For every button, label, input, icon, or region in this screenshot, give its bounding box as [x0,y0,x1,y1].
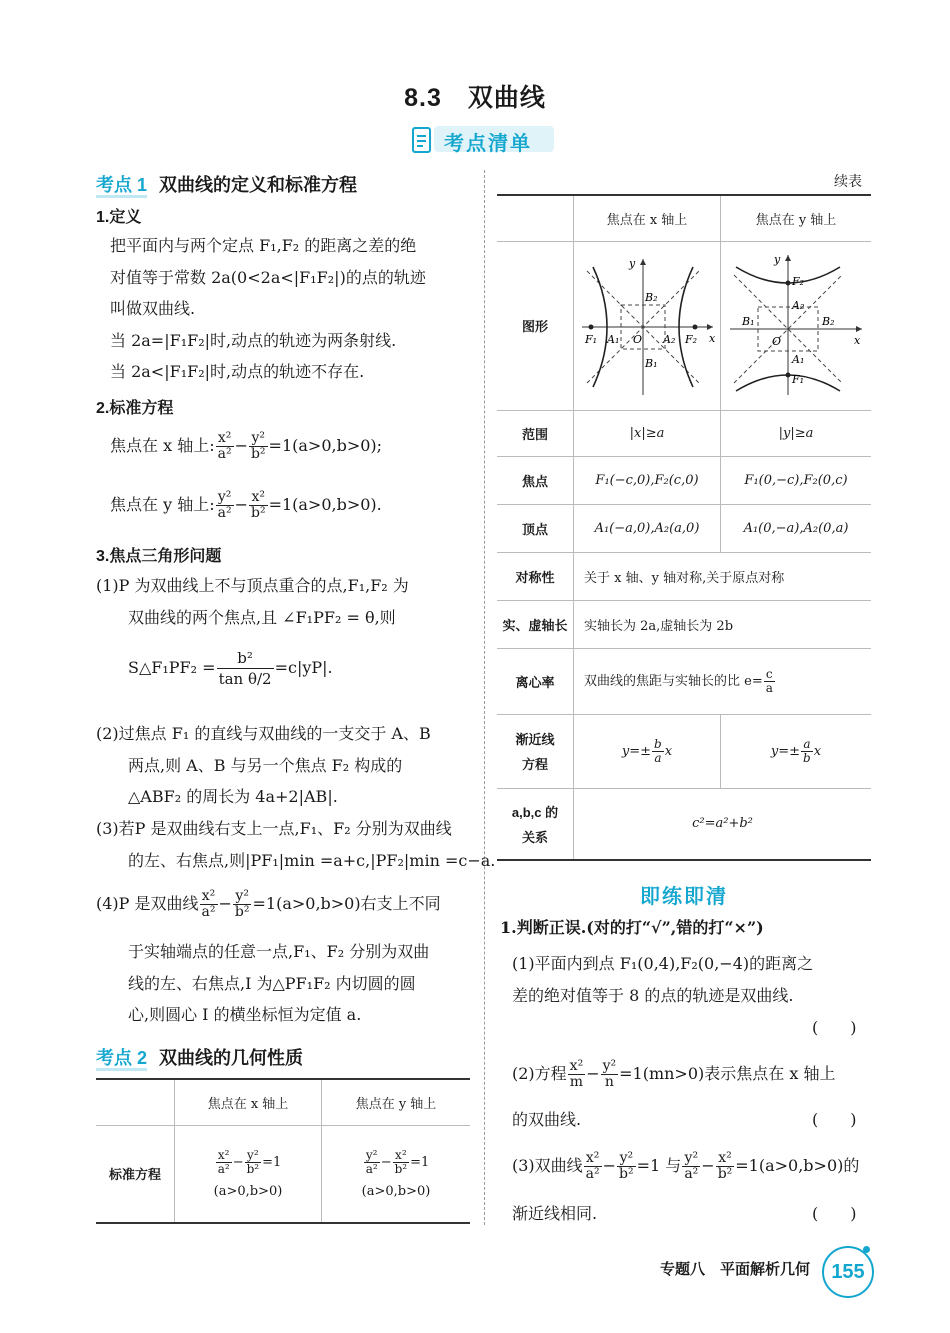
svg-text:y: y [774,252,781,266]
axis-value: 实轴长为 2a,虚轴长为 2b [574,600,872,648]
svg-text:y: y [629,256,636,270]
row-asymptote-label: 渐近线 方程 [497,714,574,788]
std-equation-y: $\frac{\text{y²}}{\text{a²}}$ − $\frac{\text{x²}}{\text{b²}}$ =1 (a>0,b>0) [322,1125,471,1223]
row-eccentricity-label: 离心率 [497,648,574,714]
svg-text:F₁: F₁ [585,332,598,346]
svg-text:O: O [633,332,643,346]
range-x-value: |x|≥a [574,410,721,456]
statement-2: 的双曲线. [512,1110,582,1129]
footer-section: 专题八 平面解析几何 [660,1261,811,1278]
row-vertex-label: 顶点 [497,504,574,552]
item-2-line: 两点,则 A、B 与另一个焦点 F₂ 构成的 [128,756,403,775]
checklist-icon [410,124,434,156]
figure-y-axis [721,241,872,410]
definition-line: 叫做双曲线. [110,299,196,318]
definition-line: 当 2a<|F₁F₂|时,动点的轨迹不存在. [110,362,365,381]
svg-text:A₂: A₂ [663,332,676,346]
row-range-label: 范围 [497,410,574,456]
col-header-x: 焦点在 x 轴上 [574,195,721,241]
svg-text:A₁: A₁ [792,352,805,366]
section-1-title: 双曲线的定义和标准方程 [159,175,358,195]
row-relation-label: a,b,c 的 关系 [497,788,574,860]
hyperbola-x-graph [577,249,717,399]
svg-text:O: O [772,334,782,348]
svg-text:F₂: F₂ [792,274,805,288]
item-4-line: 心,则圆心 I 的横坐标恒为定值 a. [128,1005,362,1024]
answer-blank-3[interactable]: ( ) [812,1204,857,1223]
page-number: 155 [822,1246,874,1298]
svg-text:F₁: F₁ [792,372,805,386]
range-y-value: |y|≥a [721,410,872,456]
table-continued-label: 续表 [834,174,862,190]
statement-1: 差的绝对值等于 8 的点的轨迹是双曲线. [512,986,794,1005]
row-focus-label: 焦点 [497,456,574,504]
col-header-y: 焦点在 y 轴上 [322,1079,471,1125]
banner-label: 考点清单 [444,133,532,155]
statement-1: (1)平面内到点 F₁(0,4),F₂(0,−4)的距离之 [512,954,814,973]
item-3-line: 的左、右焦点,则|PF₁|min =a+c,|PF₂|min =c−a. [128,851,496,870]
answer-blank-2[interactable]: ( ) [812,1110,857,1129]
row-symmetry-label: 对称性 [497,552,574,600]
definition-line: 对值等于常数 2a(0<2a<|F₁F₂|)的点的轨迹 [110,268,426,287]
item-1-formula: S△F₁PF₂ = $\frac{\text{b²}}{\text{tan θ/2}}$ =c|yP|. [128,649,333,688]
page-dot-icon [863,1246,870,1253]
col-header-x: 焦点在 x 轴上 [175,1079,322,1125]
item-4-line: (4)P 是双曲线 $\frac{\text{x²}}{\text{a²}}$ − $\frac{\text{y²}}{\text{b²}}$ =1(a>0,b>0)右支上不同 [96,888,441,920]
equation-y-axis: 焦点在 y 轴上: $\frac{\text{y²}}{\text{a²}}$ − $\frac{\text{x²}}{\text{b²}}$ =1(a>0,b>0). [110,489,382,521]
asymptote-x-value: y=± $\frac{b}{a}$ x [574,714,721,788]
question-1: 1.判断正误.(对的打“√”,错的打“×”) [500,918,764,937]
item-4-line: 于实轴端点的任意一点,F₁、F₂ 分别为双曲 [128,942,430,961]
vertex-y-value: A₁(0,−a),A₂(0,a) [721,504,872,552]
equation-x-axis: 焦点在 x 轴上: $\frac{\text{x²}}{\text{a²}}$ − $\frac{\text{y²}}{\text{b²}}$ =1(a>0,b>0); [110,430,383,462]
definition-line: 当 2a=|F₁F₂|时,动点的轨迹为两条射线. [110,331,397,350]
section-2-title: 双曲线的几何性质 [159,1048,304,1068]
section-1-tag: 考点 1 [96,175,147,198]
drill-title: 即练即清 [640,886,728,908]
page-title: 8.3 双曲线 [404,84,546,112]
section-2-tag: 考点 2 [96,1048,147,1071]
svg-text:B₁: B₁ [742,314,755,328]
row-std-label: 标准方程 [96,1125,175,1223]
svg-text:B₁: B₁ [645,356,658,370]
svg-text:A₁: A₁ [607,332,620,346]
equation-title: 2.标准方程 [96,400,174,417]
statement-3: (3)双曲线 $\frac{\text{x²}}{\text{a²}}$ − $\frac{\text{y²}}{\text{b²}}$ =1 与 $\frac{\text{y²}}{\text{a²}}$ − $\frac{\text{x²}}{\text{b²}}$ =1(a>0,b>0)的 [512,1150,860,1182]
statement-2: (2)方程 $\frac{\text{x²}}{m}$ − $\frac{\text{y²}}{n}$ =1(mn>0)表示焦点在 x 轴上 [512,1058,836,1090]
std-equation-x: $\frac{\text{x²}}{\text{a²}}$ − $\frac{\text{y²}}{\text{b²}}$ =1 (a>0,b>0) [175,1125,322,1223]
triangle-title: 3.焦点三角形问题 [96,548,222,565]
relation-value: c²=a²+b² [574,788,872,860]
definition-line: 把平面内与两个定点 F₁,F₂ 的距离之差的绝 [110,236,417,255]
item-1-line: (1)P 为双曲线上不与顶点重合的点,F₁,F₂ 为 [96,576,409,595]
svg-text:A₂: A₂ [792,298,805,312]
asymptote-y-value: y=± $\frac{a}{b}$ x [721,714,872,788]
section-2-heading [96,1044,303,1070]
answer-blank-1[interactable]: ( ) [812,1018,857,1037]
focus-x-value: F₁(−c,0),F₂(c,0) [574,456,721,504]
svg-text:B₂: B₂ [822,314,835,328]
item-4-line: 线的左、右焦点,I 为△PF₁F₂ 内切圆的圆 [128,974,416,993]
hyperbola-y-graph [726,249,866,399]
item-2-line: (2)过焦点 F₁ 的直线与双曲线的一支交于 A、B [96,724,431,743]
properties-table-continued [497,194,871,861]
column-divider [484,170,485,1225]
svg-text:B₂: B₂ [645,290,658,304]
vertex-x-value: A₁(−a,0),A₂(a,0) [574,504,721,552]
item-2-line: △ABF₂ 的周长为 4a+2|AB|. [128,787,338,806]
col-header-y: 焦点在 y 轴上 [721,195,872,241]
section-1-heading [96,171,357,197]
focus-y-value: F₁(0,−c),F₂(0,c) [721,456,872,504]
properties-table-start [96,1078,470,1224]
svg-text:x: x [709,331,716,345]
section-banner [410,122,558,158]
svg-text:F₂: F₂ [685,332,698,346]
symmetry-value: 关于 x 轴、y 轴对称,关于原点对称 [574,552,872,600]
row-axis-label: 实、虚轴长 [497,600,574,648]
statement-3: 渐近线相同. [512,1204,598,1223]
definition-title: 1.定义 [96,209,142,226]
item-3-line: (3)若P 是双曲线右支上一点,F₁、F₂ 分别为双曲线 [96,819,452,838]
figure-x-axis [574,241,721,410]
row-figure-label: 图形 [497,241,574,410]
svg-text:x: x [854,333,861,347]
item-1-line: 双曲线的两个焦点,且 ∠F₁PF₂ = θ,则 [128,608,396,627]
eccentricity-value: 双曲线的焦距与实轴长的比 e= $\frac{c}{a}$ [574,648,872,714]
